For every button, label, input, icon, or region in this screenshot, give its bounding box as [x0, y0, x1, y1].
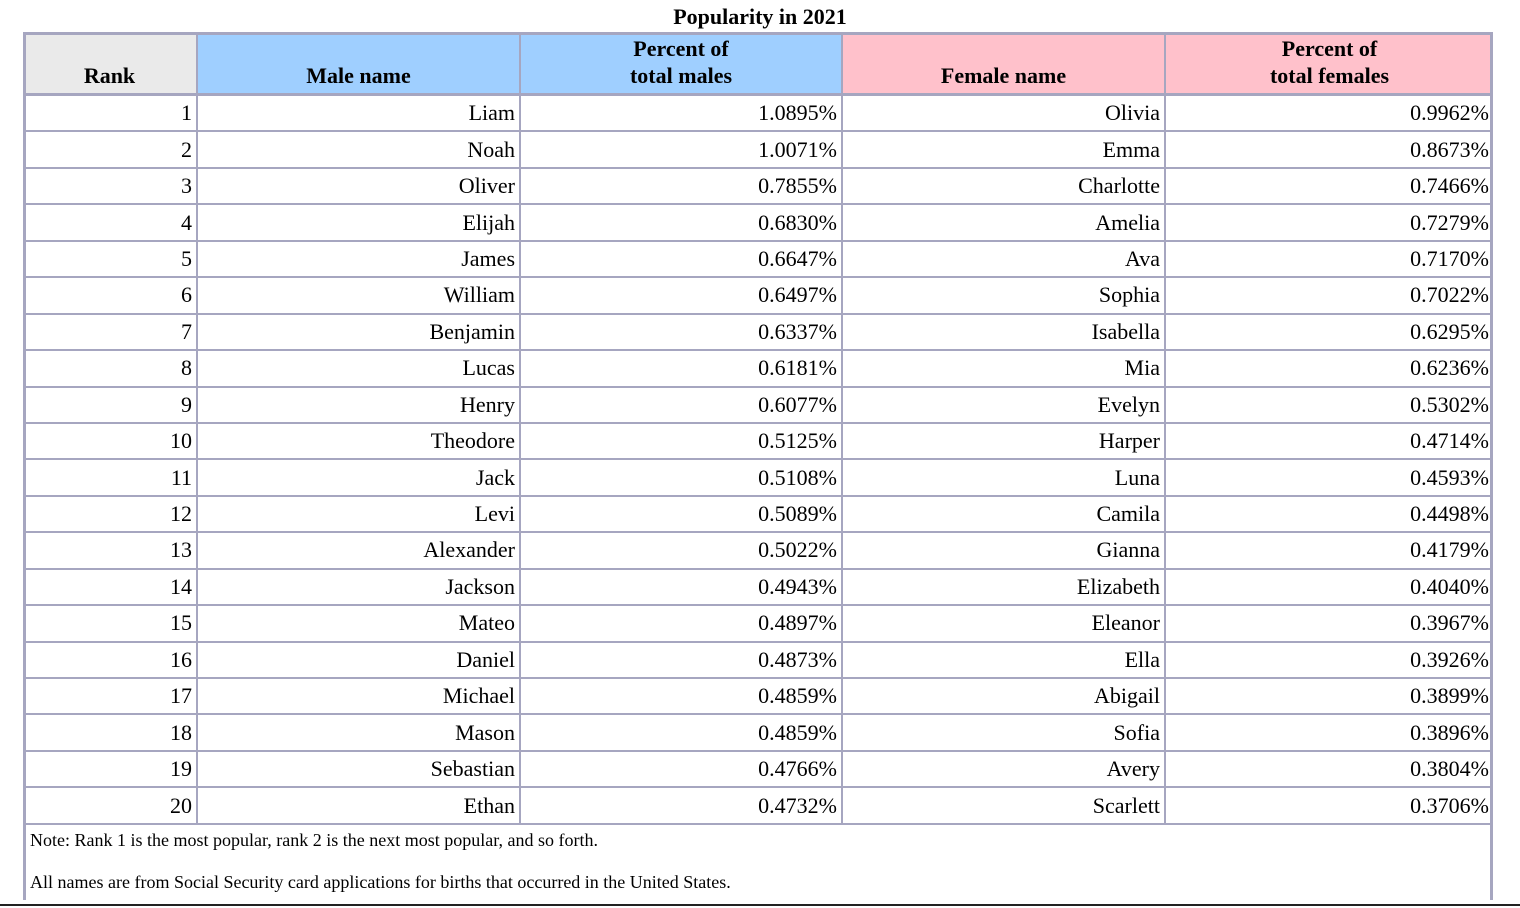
male-name-cell: Alexander	[198, 533, 521, 569]
female-percent-cell: 0.7279%	[1166, 205, 1493, 241]
male-name-cell: Sebastian	[198, 752, 521, 788]
rank-cell: 15	[23, 606, 198, 642]
notes-right-border	[1490, 820, 1493, 900]
male-percent-header-line1: Percent of	[633, 36, 729, 61]
male-percent-cell: 0.4873%	[521, 643, 843, 679]
rank-cell: 6	[23, 278, 198, 314]
female-percent-cell: 0.6295%	[1166, 315, 1493, 351]
rank-cell: 13	[23, 533, 198, 569]
rank-cell: 10	[23, 424, 198, 460]
female-percent-cell: 0.3804%	[1166, 752, 1493, 788]
female-percent-cell: 0.4593%	[1166, 460, 1493, 496]
rank-cell: 5	[23, 242, 198, 278]
rank-cell: 3	[23, 169, 198, 205]
female-name-cell: Mia	[843, 351, 1166, 387]
rank-header-label: Rank	[83, 63, 136, 88]
male-name-cell: Noah	[198, 132, 521, 168]
female-percent-header-line1: Percent of	[1281, 36, 1378, 61]
female-percent-cell: 0.6236%	[1166, 351, 1493, 387]
female-name-cell: Evelyn	[843, 388, 1166, 424]
male-name-cell: Oliver	[198, 169, 521, 205]
notes-left-border	[23, 820, 26, 900]
female-percent-cell: 0.3896%	[1166, 715, 1493, 751]
male-name-cell: Elijah	[198, 205, 521, 241]
male-name-cell: Michael	[198, 679, 521, 715]
male-percent-cell: 0.5022%	[521, 533, 843, 569]
male-percent-cell: 0.6077%	[521, 388, 843, 424]
female-name-cell: Elizabeth	[843, 570, 1166, 606]
female-name-cell: Harper	[843, 424, 1166, 460]
male-name-cell: Theodore	[198, 424, 521, 460]
female-name-cell: Charlotte	[843, 169, 1166, 205]
rank-cell: 16	[23, 643, 198, 679]
female-percent-header-line2: total females	[1269, 63, 1390, 88]
male-name-cell: Mason	[198, 715, 521, 751]
rank-cell: 17	[23, 679, 198, 715]
male-percent-cell: 0.4943%	[521, 570, 843, 606]
female-name-header-label: Female name	[940, 63, 1067, 88]
rank-cell: 9	[23, 388, 198, 424]
male-percent-cell: 0.6181%	[521, 351, 843, 387]
female-percent-cell: 0.7170%	[1166, 242, 1493, 278]
female-percent-cell: 0.7022%	[1166, 278, 1493, 314]
male-percent-cell: 0.6830%	[521, 205, 843, 241]
male-percent-cell: 0.5125%	[521, 424, 843, 460]
female-name-cell: Emma	[843, 132, 1166, 168]
note-ranking: Note: Rank 1 is the most popular, rank 2 is the next most popular, and so forth.	[30, 830, 598, 850]
rank-cell: 8	[23, 351, 198, 387]
female-name-cell: Isabella	[843, 315, 1166, 351]
female-name-cell: Luna	[843, 460, 1166, 496]
female-name-cell: Gianna	[843, 533, 1166, 569]
female-percent-cell: 0.3967%	[1166, 606, 1493, 642]
rank-cell: 19	[23, 752, 198, 788]
bottom-divider	[0, 904, 1520, 906]
male-name-cell: Liam	[198, 96, 521, 132]
male-percent-cell: 1.0895%	[521, 96, 843, 132]
male-percent-cell: 0.6647%	[521, 242, 843, 278]
male-name-cell: Lucas	[198, 351, 521, 387]
female-name-cell: Olivia	[843, 96, 1166, 132]
female-name-cell: Ella	[843, 643, 1166, 679]
female-name-cell: Camila	[843, 497, 1166, 533]
female-percent-cell: 0.5302%	[1166, 388, 1493, 424]
female-name-cell: Avery	[843, 752, 1166, 788]
rank-cell: 4	[23, 205, 198, 241]
male-name-cell: Jackson	[198, 570, 521, 606]
male-name-cell: Ethan	[198, 788, 521, 824]
male-name-cell: William	[198, 278, 521, 314]
male-percent-cell: 0.4859%	[521, 679, 843, 715]
table-caption: Popularity in 2021	[673, 4, 847, 29]
female-percent-cell: 0.4179%	[1166, 533, 1493, 569]
female-name-cell: Sophia	[843, 278, 1166, 314]
male-name-cell: Benjamin	[198, 315, 521, 351]
male-name-cell: James	[198, 242, 521, 278]
female-percent-cell: 0.7466%	[1166, 169, 1493, 205]
note-source: All names are from Social Security card applications for births that occurred in the United States.	[30, 872, 731, 892]
male-percent-cell: 0.5108%	[521, 460, 843, 496]
male-percent-cell: 0.7855%	[521, 169, 843, 205]
male-name-cell: Levi	[198, 497, 521, 533]
male-percent-cell: 0.6497%	[521, 278, 843, 314]
rank-cell: 7	[23, 315, 198, 351]
female-percent-cell: 0.3706%	[1166, 788, 1493, 824]
male-name-cell: Jack	[198, 460, 521, 496]
rank-cell: 2	[23, 132, 198, 168]
rank-cell: 20	[23, 788, 198, 824]
male-percent-header-line2: total males	[629, 63, 733, 88]
table-frame	[23, 32, 1493, 900]
female-percent-cell: 0.8673%	[1166, 132, 1493, 168]
male-percent-cell: 0.4897%	[521, 606, 843, 642]
female-name-cell: Scarlett	[843, 788, 1166, 824]
rank-cell: 14	[23, 570, 198, 606]
male-name-header-label: Male name	[306, 63, 411, 88]
rank-cell: 12	[23, 497, 198, 533]
rank-cell: 11	[23, 460, 198, 496]
female-name-cell: Abigail	[843, 679, 1166, 715]
rank-cell: 1	[23, 96, 198, 132]
male-percent-cell: 0.6337%	[521, 315, 843, 351]
male-name-cell: Henry	[198, 388, 521, 424]
rank-cell: 18	[23, 715, 198, 751]
female-percent-cell: 0.9962%	[1166, 96, 1493, 132]
female-percent-cell: 0.4714%	[1166, 424, 1493, 460]
male-name-cell: Mateo	[198, 606, 521, 642]
male-percent-cell: 0.4732%	[521, 788, 843, 824]
male-percent-cell: 0.4766%	[521, 752, 843, 788]
female-percent-cell: 0.3899%	[1166, 679, 1493, 715]
female-name-cell: Eleanor	[843, 606, 1166, 642]
female-name-cell: Sofia	[843, 715, 1166, 751]
female-percent-cell: 0.3926%	[1166, 643, 1493, 679]
male-percent-cell: 0.4859%	[521, 715, 843, 751]
female-percent-cell: 0.4040%	[1166, 570, 1493, 606]
female-percent-cell: 0.4498%	[1166, 497, 1493, 533]
male-percent-cell: 0.5089%	[521, 497, 843, 533]
female-name-cell: Amelia	[843, 205, 1166, 241]
male-percent-cell: 1.0071%	[521, 132, 843, 168]
male-name-cell: Daniel	[198, 643, 521, 679]
female-name-cell: Ava	[843, 242, 1166, 278]
